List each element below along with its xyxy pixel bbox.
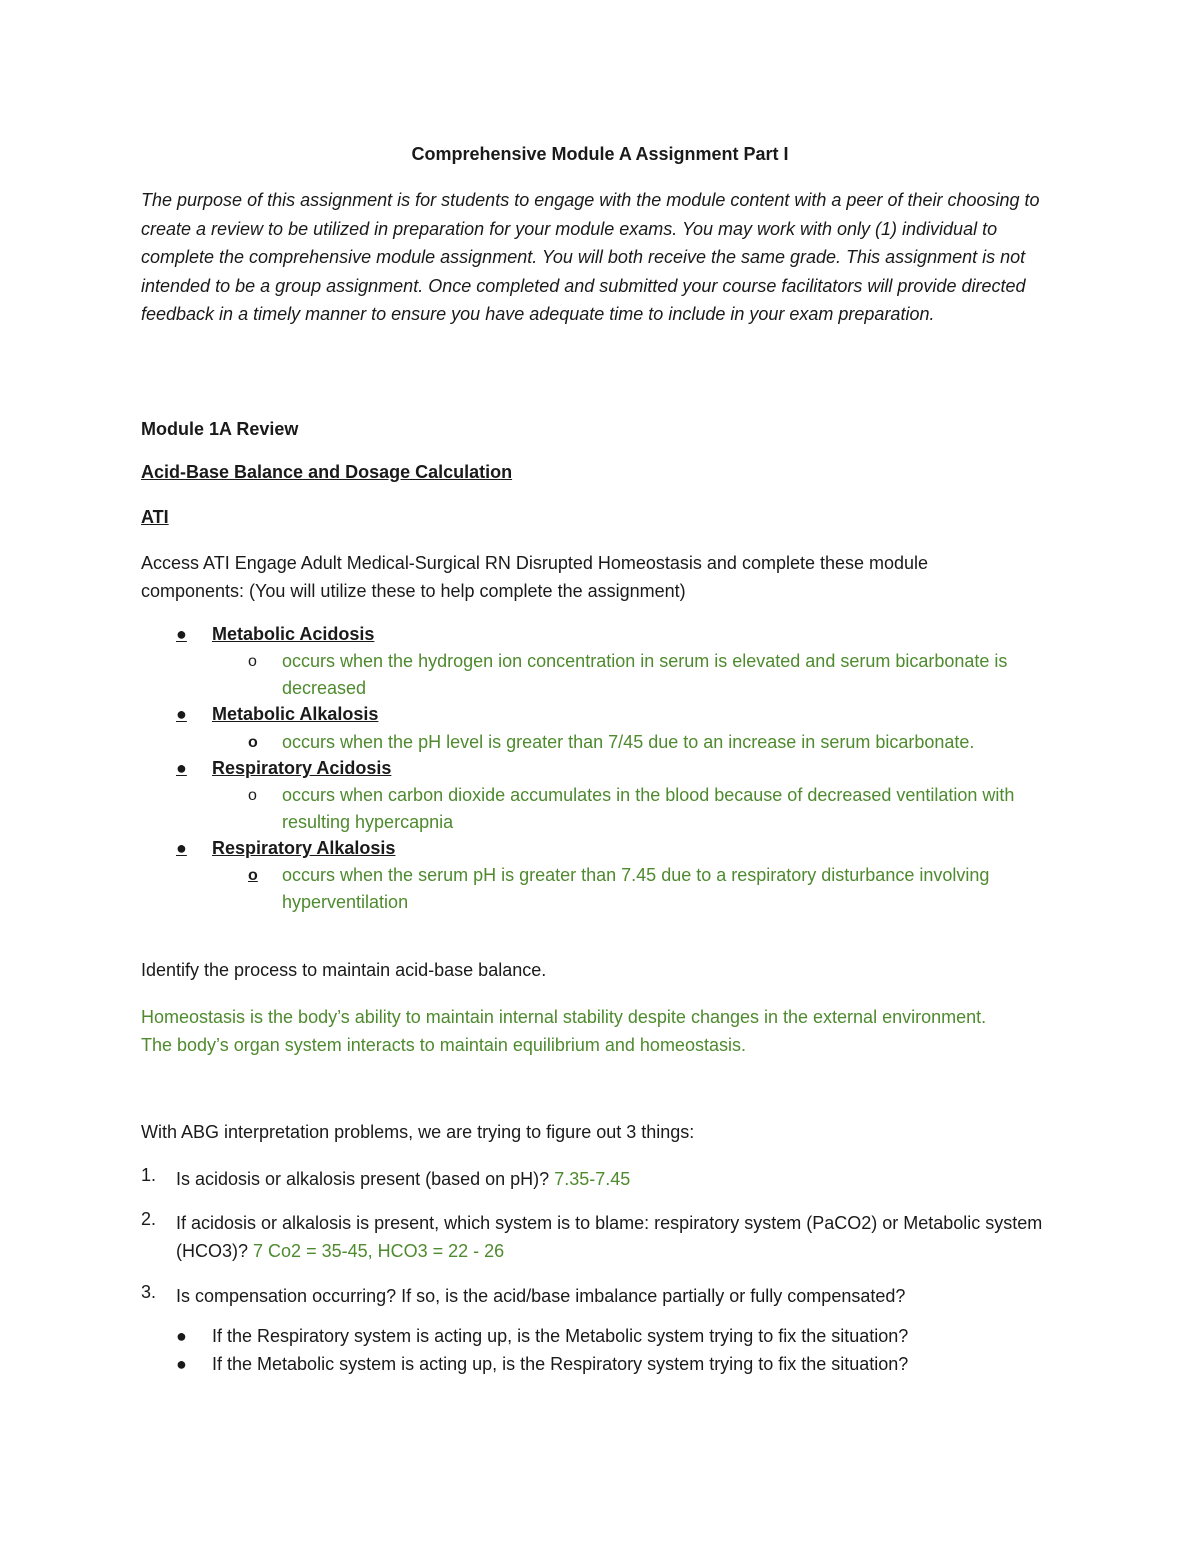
answer-text: Homeostasis is the body’s ability to maintain internal stability despite changes in the external environment. The body’s organ system interacts to maintain equilibrium and homeostasis.	[141, 1007, 987, 1055]
step-text-wrap	[176, 1165, 1076, 1193]
step-number: 2.	[141, 1209, 157, 1229]
compensation-bullet	[176, 1326, 908, 1347]
abg-step	[141, 1165, 1141, 1195]
component-label: Respiratory Alkalosis	[212, 838, 396, 858]
abg-step	[141, 1209, 1141, 1269]
question-text: Identify the process to maintain acid-base balance.	[141, 960, 547, 980]
component-answer: occurs when the pH level is greater than 7/45 due to an increase in serum bicarbonate.	[282, 732, 975, 752]
circle-bullet-icon: o	[248, 734, 258, 751]
bullet-icon: ●	[176, 838, 187, 858]
circle-bullet-icon: o	[248, 787, 257, 804]
step-text-wrap	[176, 1209, 1056, 1265]
step-answer: 7.35-7.45	[554, 1169, 631, 1189]
bullet-icon: ●	[176, 1354, 187, 1374]
circle-bullet-icon: o	[248, 653, 257, 670]
component-metabolic-acidosis	[176, 624, 374, 645]
intro-paragraph: The purpose of this assignment is for students to engage with the module content with a peer of their choosing to create a review to be utilized in preparation for your module exams. You may work with only (1) individual to complete the comprehensive module assignment. You will both receive the same grade. This assignment is not intended to be a group assignment. Once completed and submitted your course facilitators will provide directed feedback in a timely manner to ensure you have adequate time to include in your exam preparation.	[141, 190, 1040, 325]
bullet-icon: ●	[176, 1326, 187, 1346]
ati-heading: ATI	[141, 507, 169, 527]
compensation-bullet	[176, 1354, 908, 1375]
component-answer: occurs when the hydrogen ion concentration in serum is elevated and serum bicarbonate is decreased	[282, 651, 1008, 698]
bullet-icon: ●	[176, 758, 187, 778]
component-answer: occurs when the serum pH is greater than 7.45 due to a respiratory disturbance involving hyperventilation	[282, 865, 990, 912]
step-text: Is acidosis or alkalosis present (based on pH)?	[176, 1169, 550, 1189]
step-text: If acidosis or alkalosis is present, which system is to blame: respiratory system (PaCO2) or Metabolic system (HCO3)?	[176, 1213, 1043, 1261]
page-title: Comprehensive Module A Assignment Part I	[411, 144, 789, 164]
abg-step	[141, 1282, 1141, 1312]
compensation-text: If the Metabolic system is acting up, is the Respiratory system trying to fix the situation?	[212, 1354, 909, 1374]
step-answer: 7 Co2 = 35-45, HCO3 = 22 - 26	[253, 1241, 505, 1261]
circle-bullet-icon: o	[248, 867, 258, 884]
module-heading: Module 1A Review	[141, 419, 299, 439]
step-number: 1.	[141, 1165, 157, 1185]
component-answer: occurs when carbon dioxide accumulates in the blood because of decreased ventilation with resulting hypercapnia	[282, 785, 1015, 832]
component-respiratory-acidosis	[176, 758, 391, 779]
section-heading: Acid-Base Balance and Dosage Calculation	[141, 462, 513, 482]
compensation-text: If the Respiratory system is acting up, is the Metabolic system trying to fix the situation?	[212, 1326, 909, 1346]
step-text: Is compensation occurring? If so, is the acid/base imbalance partially or fully compensated?	[176, 1286, 906, 1306]
component-label: Respiratory Acidosis	[212, 758, 392, 778]
abg-intro: With ABG interpretation problems, we are trying to figure out 3 things:	[141, 1122, 695, 1142]
bullet-icon: ●	[176, 624, 187, 644]
step-number: 3.	[141, 1282, 157, 1302]
bullet-icon: ●	[176, 704, 187, 724]
component-label: Metabolic Acidosis	[212, 624, 375, 644]
component-label: Metabolic Alkalosis	[212, 704, 379, 724]
component-metabolic-alkalosis	[176, 704, 378, 725]
component-respiratory-alkalosis	[176, 838, 395, 859]
ati-instructions: Access ATI Engage Adult Medical-Surgical RN Disrupted Homeostasis and complete these module components: (You will utilize these to help complete the assignment)	[141, 553, 929, 601]
